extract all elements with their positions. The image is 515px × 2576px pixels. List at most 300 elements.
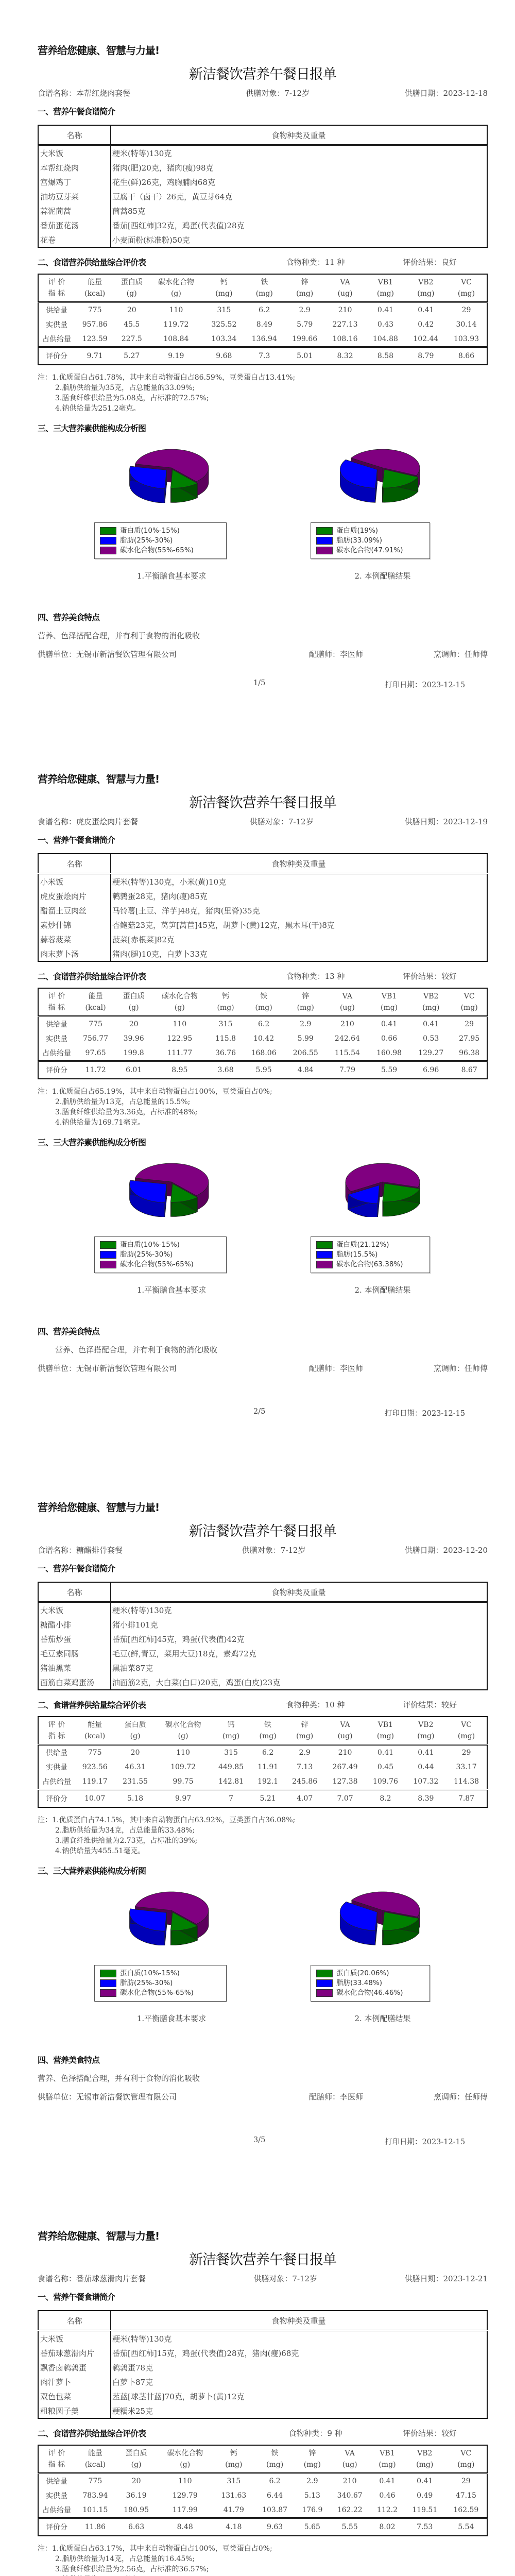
nutrient-value: 29 [461,2477,471,2485]
nutrition-table [38,1716,488,1808]
chart-caption-result: 2. 本例配膳结果 [354,571,411,581]
fat-swatch [100,537,116,545]
row-label: 实供量 [46,2492,67,2500]
nutrient-value: 39.96 [123,1035,144,1043]
menu-row [38,175,487,189]
dish-name: 宫爆鸡丁 [38,175,111,189]
cook: 烹调师：任师傅 [433,2092,488,2102]
dish-ingredients: 黑油菜87克 [112,1663,153,1673]
nutrient-value: 923.56 [82,1763,108,1771]
nutrient-unit: (mg) [255,1004,272,1012]
menu-row [38,2375,487,2389]
nutrient-value: 5.01 [284,347,324,365]
nutrient-value: 27.95 [459,1035,480,1043]
nutrient-value: 119.51 [412,2506,438,2514]
score-row [38,347,487,365]
nutrition-table [38,988,488,1079]
nutrient-value: 315 [224,1749,238,1757]
nutrient-header [284,1717,324,1745]
dish-ingredients: 粳米(特等)130克 [112,2334,172,2344]
legend-carb [100,546,221,555]
report-title: 新洁餐饮营养午餐日报单 [189,1523,336,1539]
nutrient-value: 10.07 [75,1790,115,1808]
nutrient-name: 钙 [222,992,230,1001]
food-kinds: 食物种类：10 种 [286,1700,345,1709]
nutrient-value: 6.44 [267,2492,283,2500]
nutrient-unit: (g) [128,1004,139,1012]
menu-row [38,946,487,961]
note-1: 注：1.优质蛋白占74.15%，其中来自动物蛋白占63.92%，豆类蛋白占36.08%; [38,1816,296,1824]
dish-ingredients: 番茄[西红柿]32克，鸡蛋(代表值)28克 [112,221,245,230]
standard-row [38,1016,487,1032]
nutrient-unit: (g) [170,290,181,298]
legend-fat [100,1250,221,1260]
nutrient-value: 775 [88,2477,102,2485]
dish-ingredients: 粳米(特等)130克，小米(黄)10克 [112,877,227,887]
note-4: 4.钠供给量为455.51毫克。 [55,1847,145,1855]
nutrient-header [251,1717,285,1745]
nutrient-value: 6.2 [262,1749,274,1757]
nutrient-unit: (mg) [457,290,475,298]
page-number: 2/5 [253,1408,266,1416]
nutrient-name: 蛋白质 [125,2449,147,2458]
nutrient-value: 325.52 [211,320,237,329]
nutrient-value: 5.99 [297,1035,314,1043]
nutrient-value: 8.58 [365,347,405,365]
nutrient-value: 8.79 [406,347,446,365]
nutrient-value: 245.86 [292,1777,318,1786]
nutrient-value: 45.5 [124,320,140,329]
dish-ingredients: 粳米(特等)130克 [112,1605,172,1615]
nutrient-header [151,988,208,1016]
protein-swatch [316,1241,333,1249]
nutrient-value: 0.53 [423,1035,439,1043]
row-label: 占供给量 [42,2506,71,2515]
menu-row [38,2360,487,2375]
nutrient-unit: (g) [180,2461,191,2469]
legend-label: 碳水化合物(47.91%) [336,546,403,554]
menu-row [38,1617,487,1632]
nutrient-name: 钙 [220,278,228,286]
nutrient-name: 碳水化合物 [158,278,194,286]
nutrient-value: 5.55 [329,2518,370,2536]
nutrient-value: 180.95 [124,2506,149,2514]
legend-label: 碳水化合物(63.38%) [336,1260,403,1268]
dish-name: 大米饭 [38,145,111,161]
nutrient-value: 199.8 [123,1049,144,1057]
nutrient-value: 227.5 [121,335,142,343]
nutrient-value: 756.77 [83,1035,109,1043]
nutrient-unit: (mg) [303,2461,321,2469]
result-legend [311,1236,430,1273]
nutrient-value: 129.79 [172,2492,198,2500]
nutrient-header [38,274,75,302]
nutrient-unit: (mg) [379,2461,396,2469]
report-page [0,1457,515,2185]
nutrient-name: VB1 [381,992,397,1001]
nutrient-header [75,274,115,302]
nutrient-value: 20 [131,2477,141,2485]
signature-row [38,1363,488,1374]
nutrient-value: 114.38 [454,1777,479,1786]
note-1: 注：1.优质蛋白占63.17%，其中来自动物蛋白占100%，豆类蛋白占0%; [38,2545,272,2553]
nutrient-header [327,988,368,1016]
note-1: 注：1.优质蛋白占61.78%，其中来自动物蛋白占86.59%，豆类蛋白占13.41%; [38,374,296,382]
supplier: 供膳单位：无锡市新洁餐饮管理有限公司 [38,650,177,659]
nutrient-value: 0.45 [377,1763,394,1771]
serving-date: 供膳日期：2023-12-20 [404,1546,488,1555]
row-label: 供给量 [46,1021,67,1029]
nutrient-header [38,2445,75,2473]
nutrient-value: 227.13 [332,320,358,329]
nutrient-value: 101.15 [82,2506,108,2514]
nutrient-value: 0.41 [381,1020,398,1028]
legend-label: 碳水化合物(55%-65%) [120,1989,194,1997]
nutrient-value: 117.99 [172,2506,198,2514]
notes [38,2544,488,2576]
nutrient-value: 315 [217,306,231,314]
cook: 烹调师：任师傅 [433,1364,488,1373]
slogan: 营养给您健康、智慧与力量! [38,44,160,57]
nutrient-value: 315 [218,1020,233,1028]
nutrient-header [209,988,243,1016]
legend-fat [100,536,221,546]
nutrient-name: 碳水化合物 [165,1721,201,1729]
legend-label: 蛋白质(10%-15%) [120,1241,180,1249]
nutrient-value: 99.75 [173,1777,194,1786]
feature-text: 营养、色泽搭配合理，并有利于食物的消化吸收 [38,631,200,640]
menu-header-name: 名称 [38,125,111,145]
dish-ingredients: 花生(鲜)26克，鸡胸脯肉68克 [112,177,215,187]
nutrient-value: 8.67 [452,1061,487,1079]
nutrient-header [365,274,405,302]
dish-ingredients: 番茄[西红柿]45克，鸡蛋(代表值)42克 [112,1634,245,1644]
nutrient-value: 5.59 [368,1061,410,1079]
serving-target: 供膳对象：7-12岁 [249,817,314,826]
carb-swatch [316,1261,333,1268]
nutrient-value: 131.63 [221,2492,247,2500]
nutrient-name: 铁 [271,2449,279,2458]
nutrient-value: 0.49 [417,2492,433,2500]
legend-label: 脂肪(25%-30%) [120,1250,173,1259]
menu-header-name: 名称 [38,2311,111,2331]
nutrient-value: 102.44 [413,335,439,343]
nutrient-header [446,274,487,302]
dish-ingredients: 鹌鹑蛋78克 [112,2363,153,2372]
dish-ingredients: 毛豆(鲜,青豆，菜用大豆)18克，素鸡72克 [112,1649,256,1658]
nutrient-name: 钙 [230,2449,237,2458]
nutrient-value: 0.41 [423,1020,439,1028]
row-label: 供给量 [46,1749,67,1757]
dish-ingredients: 茼蒿85克 [112,206,146,216]
nutrient-value: 5.18 [115,1790,155,1808]
menu-header-name: 名称 [38,1582,111,1602]
nutrient-unit: (g) [131,2461,142,2469]
nutrient-value: 11.91 [258,1763,279,1771]
nutrient-unit: (mg) [417,290,435,298]
nutrition-table [38,274,488,365]
nutrient-value: 4.18 [213,2518,254,2536]
report-page [0,728,515,1457]
row-label: 供给量 [46,2478,67,2486]
menu-row [38,903,487,918]
note-2: 2.脂肪供给量为35克，占总能量的33.09%; [55,384,195,392]
dish-ingredients: 马铃薯[土豆、洋芋]48克，猪肉(里脊)35克 [112,906,260,916]
nutrient-unit: (mg) [217,1004,234,1012]
standard-row [38,302,487,318]
dish-name: 番茄炒蛋 [38,1632,111,1646]
nutrient-value: 210 [338,1749,352,1757]
report-title: 新洁餐饮营养午餐日报单 [189,795,336,811]
nutrient-value: 176.9 [302,2506,323,2514]
dish-ingredients: 油面筋2克，大白菜(白口)20克，鸡蛋(白皮)23克 [112,1677,281,1687]
note-3: 3.膳食纤维供给量为3.36克，占标准的48%; [55,1108,198,1116]
row-label: 占供给量 [42,335,71,344]
nutrient-value: 20 [127,306,136,314]
menu-table [38,853,488,962]
menu-row [38,189,487,204]
nutrient-header [285,988,327,1016]
nutrient-name: 蛋白质 [123,992,145,1001]
nutrition-table [38,2445,488,2536]
section-1-heading: 一、营养午餐食谱简介 [38,2292,115,2302]
nutrient-unit: (mg) [255,290,273,298]
nutrient-value: 110 [169,306,183,314]
dish-name: 粗粮圆子羹 [38,2403,111,2418]
nutrient-value: 0.41 [377,1749,394,1757]
actual-row [38,317,487,332]
dish-name: 油坊豆芽菜 [38,189,111,204]
score-row [38,1061,487,1079]
dietitian: 配膳师：李医师 [308,2092,363,2102]
nutrient-value: 192.1 [258,1777,279,1786]
nutrient-unit: (mg) [380,1004,398,1012]
nutrient-value: 7.87 [446,1790,487,1808]
standard-legend [94,1236,227,1273]
nutrient-value: 315 [227,2477,241,2485]
dish-name: 蒜泥茼蒿 [38,204,111,218]
note-4: 4.钠供给量为251.2毫克。 [55,404,141,413]
supplier: 供膳单位：无锡市新洁餐饮管理有限公司 [38,2092,177,2102]
section-2-row [38,1698,488,1711]
nutrient-unit: (kcal) [84,1732,106,1740]
nutrient-unit: (mg) [222,1732,240,1740]
energy-charts [38,1878,488,2048]
dish-name: 毛豆素同肠 [38,1646,111,1660]
score-row [38,1790,487,1808]
menu-header-foods: 食物种类及重量 [111,2311,488,2331]
dish-name: 花卷 [38,232,111,247]
nutrient-value: 210 [342,2477,357,2485]
legend-carb [316,1988,424,1998]
nutrient-value: 110 [173,1020,187,1028]
menu-header-foods: 食物种类及重量 [111,854,488,874]
row-label: 评价分 [38,347,75,365]
nutrient-unit: 指 标 [48,2461,65,2469]
row-label: 实供量 [46,1035,67,1043]
section-2-heading: 二、食谱营养供给量综合评价表 [38,2428,146,2438]
nutrient-value: 3.68 [209,1061,243,1079]
nutrient-unit: (g) [174,1004,185,1012]
nutrient-name: VC [461,278,472,286]
nutrient-value: 2.9 [299,1749,311,1757]
result-chart [305,446,460,581]
nutrient-header [116,2445,157,2473]
recipe-name: 食谱名称：番茄球葱滑肉片套餐 [38,2274,146,2283]
report-meta [38,88,488,101]
result-legend [311,522,430,559]
nutrient-unit: (mg) [296,1732,314,1740]
nutrient-value: 9.71 [75,347,115,365]
section-1-heading: 一、营养午餐食谱简介 [38,835,115,845]
standard-chart [94,1160,249,1295]
legend-label: 蛋白质(20.06%) [336,1969,389,1977]
nutrient-value: 129.27 [418,1049,444,1057]
nutrient-name: 评 价 [48,278,65,286]
nutrient-value: 110 [178,2477,192,2485]
nutrient-value: 142.81 [218,1777,244,1786]
actual-row [38,1031,487,1046]
nutrient-unit: (ug) [342,2461,357,2469]
nutrient-unit: (mg) [417,1732,435,1740]
report-page [0,0,515,728]
nutrient-value: 5.27 [115,347,148,365]
nutrient-value: 267.49 [332,1763,358,1771]
nutrient-unit: (mg) [457,1732,475,1740]
nutrient-value: 5.79 [297,320,313,329]
chart-caption-standard: 1.平衡膳食基本要求 [136,1285,207,1295]
nutrient-value: 96.38 [459,1049,480,1057]
score-row [38,2518,487,2536]
result-pie-chart [336,1160,429,1217]
nutrient-value: 127.38 [332,1777,358,1786]
dish-name: 蒜蓉菠菜 [38,932,111,946]
report-meta [38,1545,488,1558]
nutrient-value: 111.77 [167,1049,193,1057]
legend-label: 碳水化合物(55%-65%) [120,1260,194,1268]
nutrient-name: 评 价 [48,992,65,1001]
legend-label: 蛋白质(10%-15%) [120,527,180,535]
legend-carb [100,1260,221,1269]
menu-row [38,874,487,889]
serving-date: 供膳日期：2023-12-19 [404,817,488,826]
nutrient-header [243,988,285,1016]
carb-swatch [316,1989,333,1997]
nutrient-name: 钙 [227,1721,235,1729]
nutrient-header [38,988,75,1016]
fat-slice [130,466,167,503]
nutrient-name: VC [461,1721,472,1729]
protein-swatch [316,1970,333,1977]
nutrient-value: 6.2 [258,1020,270,1028]
nutrient-header [213,2445,254,2473]
nutrient-value: 36.76 [215,1049,236,1057]
nutrient-unit: (mg) [215,290,233,298]
section-1-heading: 一、营养午餐食谱简介 [38,107,115,116]
menu-row [38,918,487,932]
nutrient-value: 108.84 [163,335,189,343]
nutrient-value: 7.13 [297,1763,313,1771]
section-2-row [38,969,488,982]
nutrient-header [211,1717,251,1745]
nutrient-header [115,274,148,302]
dish-name: 素炒什锦 [38,918,111,932]
note-1: 注：1.优质蛋白占65.19%，其中来自动物蛋白占100%，豆类蛋白占0%; [38,1088,272,1096]
notes [38,1087,488,1128]
legend-protein [100,1969,221,1978]
fat-swatch [316,537,333,545]
nutrient-value: 136.94 [251,335,277,343]
nutrient-unit: 指 标 [48,1732,65,1740]
food-kinds: 食物种类：9 种 [288,2428,342,2438]
serving-target: 供膳对象：7-12岁 [246,89,310,98]
legend-label: 脂肪(33.09%) [336,536,383,545]
nutrient-name: 锌 [302,992,310,1001]
serving-date: 供膳日期：2023-12-18 [404,89,488,98]
fat-slice [130,1909,167,1945]
row-label: 占供给量 [42,1778,71,1786]
protein-swatch [100,1241,116,1249]
nutrient-value: 103.87 [262,2506,288,2514]
dish-name: 面筋白菜鸡蛋汤 [38,1675,111,1690]
section-2-heading: 二、食谱营养供给量综合评价表 [38,1700,146,1710]
nutrient-unit: (mg) [457,2461,475,2469]
food-kinds: 食物种类：11 种 [286,257,345,267]
nutrient-value: 9.97 [156,1790,211,1808]
nutrient-name: 铁 [261,278,268,286]
menu-row [38,2403,487,2418]
nutrient-header [38,1717,75,1745]
dietitian: 配膳师：李医师 [308,650,363,659]
protein-swatch [100,527,116,535]
nutrient-name: 能量 [88,278,102,286]
nutrient-value: 119.72 [163,320,189,329]
nutrient-value: 4.07 [284,1790,324,1808]
menu-header-foods: 食物种类及重量 [111,125,488,145]
note-3: 3.膳食纤维供给量为5.08克，占标准的72.57%; [55,394,209,402]
nutrient-unit: (mg) [376,1732,394,1740]
section-3-heading: 三、三大营养素供能构成分析图 [38,1866,146,1876]
nutrient-name: 蛋白质 [124,1721,146,1729]
report-page [0,2185,515,2576]
nutrient-value: 2.9 [300,1020,312,1028]
fat-swatch [100,1251,116,1259]
dish-name: 虎皮蛋烩肉片 [38,889,111,903]
row-label: 评价分 [38,2518,75,2536]
nutrient-header [204,274,244,302]
section-4-heading: 四、营养美食特点 [38,2055,100,2065]
evaluation-result: 评价结果：良好 [402,257,457,267]
nutrient-value: 9.19 [148,347,204,365]
nutrient-value: 29 [465,1020,474,1028]
nutrient-header [157,2445,213,2473]
nutrient-unit: (g) [130,1732,141,1740]
nutrient-header [406,1717,446,1745]
nutrient-unit: 指 标 [48,290,65,298]
nutrient-value: 0.41 [418,1749,434,1757]
nutrient-unit: (kcal) [84,2461,106,2469]
percent-row [38,2503,487,2518]
dish-name: 糖醋小排 [38,1617,111,1632]
legend-fat [316,536,424,546]
nutrient-name: VA [340,1721,350,1729]
nutrient-value: 11.86 [75,2518,116,2536]
nutrient-name: 蛋白质 [121,278,143,286]
result-legend [311,1965,430,2002]
menu-row [38,232,487,247]
nutrient-value: 6.01 [116,1061,151,1079]
legend-label: 蛋白质(19%) [336,527,379,535]
